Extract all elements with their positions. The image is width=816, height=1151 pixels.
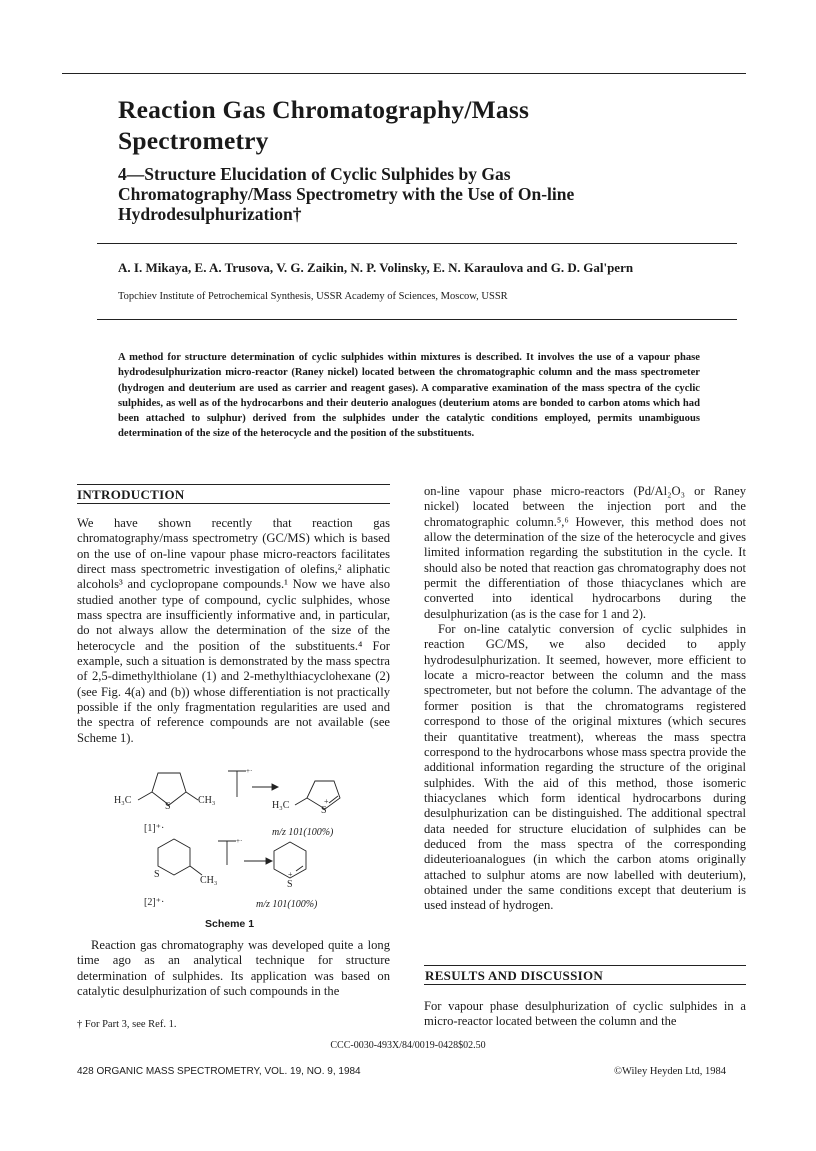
results-text-1: For vapour phase desulphurization of cyclic sulphides in a micro-reactor located between the column and the (424, 999, 746, 1029)
sulfur-label: S (321, 805, 327, 816)
scheme-1-figure (100, 765, 400, 925)
column-2-text (424, 484, 746, 914)
intro-paragraph-1 (77, 516, 390, 746)
double-bond (329, 796, 338, 803)
mz-label-2: m/z 101(100%) (256, 899, 318, 910)
affiliation: Topchiev Institute of Petrochemical Synthesis, USSR Academy of Sciences, Moscow, USSR (118, 291, 508, 302)
top-rule (62, 73, 746, 74)
footnote: † For Part 3, see Ref. 1. (77, 1019, 177, 1030)
radical-cation-bracket (218, 841, 236, 865)
mz-label-1: m/z 101(100%) (272, 827, 334, 838)
section-heading-introduction: INTRODUCTION (77, 487, 185, 502)
title-rule (97, 243, 737, 244)
ccc-code: CCC-0030-493X/84/0019-0428$02.50 (330, 1040, 486, 1051)
plus-sign: + (324, 797, 329, 806)
scheme-caption: Scheme 1 (205, 918, 255, 930)
intro-text-2: Reaction gas chromatography was developed quite a long time ago as an analytical technique for structure determination of sulphides. Its application was based on catalytic desulphurization of such compounds in the (77, 938, 390, 999)
intro-paragraph-2 (77, 938, 390, 999)
arrowhead (266, 858, 272, 864)
radical-cation-bracket (228, 771, 246, 797)
molecule-2-label: [2]⁺· (144, 897, 165, 908)
intro-rule-bottom (77, 503, 390, 504)
radical-cation-sign: +· (246, 767, 253, 775)
affiliation-rule (97, 319, 737, 320)
paper-title: Reaction Gas Chromatography/Mass Spectrometry (118, 95, 530, 155)
ch3-label: CH₃ (200, 875, 218, 886)
abstract: A method for structure determination of cyclic sulphides within mixtures is described. It involves the use of a vapour phase hydrodesulphurization micro-reactor (Raney nickel) located between the chromatographic column and the mass spectrometer (hydrogen and deuterium are used as carrier and reagent gases). A comparative examination of the mass spectra of the cyclic sulphides, as well as of the hydrocarbons and their deuterio analogues (deuterium atoms are bonded to carbon atoms which had been attached to sulphur) derived from the sulphides under the catalytic conditions employed, permits unambiguous determination of the size of the heterocycle and the position of the substituents. (118, 352, 700, 440)
methyl-bond (186, 792, 198, 800)
thiane-ring (158, 839, 190, 875)
results-paragraph-1 (424, 999, 746, 1030)
results-rule-top (424, 965, 746, 966)
methyl-bond (138, 792, 152, 800)
results-rule-bottom (424, 984, 746, 985)
methyl-bond (295, 798, 307, 805)
arrowhead (272, 784, 278, 790)
intro-rule-top (77, 484, 390, 485)
sulfur-label: S (287, 879, 293, 890)
section-heading-results: RESULTS AND DISCUSSION (425, 968, 604, 983)
sulfur-label: S (154, 869, 160, 880)
ch3-label: CH₃ (198, 795, 216, 806)
radical-cation-sign: +· (236, 837, 243, 845)
intro-text-1: We have shown recently that reaction gas chromatography/mass spectrometry (GC/MS) which is based on the use of on-line vapour phase micro-reactors facilitates direct mass spectrometric investigation of olefins,² aliphatic alcohols³ and cyclopropane compounds.¹ Now we have also studied another type of compound, cyclic sulphides, whose mass spectra are insufficiently informative and, in particular, do not always allow the determination of the size of the heterocycle and the position of the substituents.⁴ For example, such a situation is demonstrated by the mass spectra of 2,5-dimethylthiolane (1) and 2-methylthiacyclohexane (2) (see Fig. 4(a) and (b)) whose differentiation is not practically possible if the only fragmentation regularities are used and the spectra of reference compounds are not available (see Scheme 1). (77, 516, 390, 745)
copyright: ©Wiley Heyden Ltd, 1984 (614, 1066, 726, 1077)
paper-subtitle: 4—Structure Elucidation of Cyclic Sulphides by Gas Chromatography/Mass Spectrometry with the Use of On-line Hydrodesulphurization† (118, 164, 575, 224)
column-2-paragraph-1: on-line vapour phase micro-reactors (Pd/Al₂O₃ or Raney nickel) located between the injection port and the chromatographic column.⁵,⁶ However, this method does not allow the determination of the size of the heterocycle and gives limited information regarding the substitution in the cycle. It should also be noted that reaction gas chromatography does not permit the differentiation of those thiacyclanes which are converted into identical hydrocarbons during the desulphurization (as is the case for 1 and 2). (424, 484, 746, 621)
journal-footer: 428 ORGANIC MASS SPECTROMETRY, VOL. 19, NO. 9, 1984 (77, 1066, 361, 1077)
h3c-label: H₃C (272, 800, 290, 811)
authors: A. I. Mikaya, E. A. Trusova, V. G. Zaikin, N. P. Volinsky, E. N. Karaulova and G. D. Gal'pern (118, 260, 634, 275)
molecule-1-label: [1]⁺· (144, 823, 165, 834)
double-bond (296, 866, 303, 871)
sulfur-label: S (165, 801, 171, 812)
column-2-paragraph-2: For on-line catalytic conversion of cyclic sulphides in reaction GC/MS, we also decided to apply hydrodesulphurization. It seemed, however, more efficient to locate a micro-reactor between the column and the mass spectrometer, but not before the column. The advantage of the former position is that the chromatograms registered correspond to those of the original mixtures (which secures their quantitative treatment), whereas the mass spectra correspond to the hydrocarbons whose mass spectra provide the additional information regarding the structure of the original sulphides. With the aid of this method, those isomeric thiacyclanes which form identical hydrocarbons during desulphurization can be distinguished. The additional spectral data needed for structure elucidation of sulphides can be deduced from the mass spectra of the corresponding dideuterioanalogues (in which the carbon atoms originally attached to sulphur atoms are now labelled with deuterium), obtained under the same conditions except that deuterium is used instead of hydrogen. (424, 622, 746, 913)
plus-sign: + (288, 870, 293, 879)
h3c-label: H₃C (114, 795, 132, 806)
methyl-bond (190, 866, 202, 875)
